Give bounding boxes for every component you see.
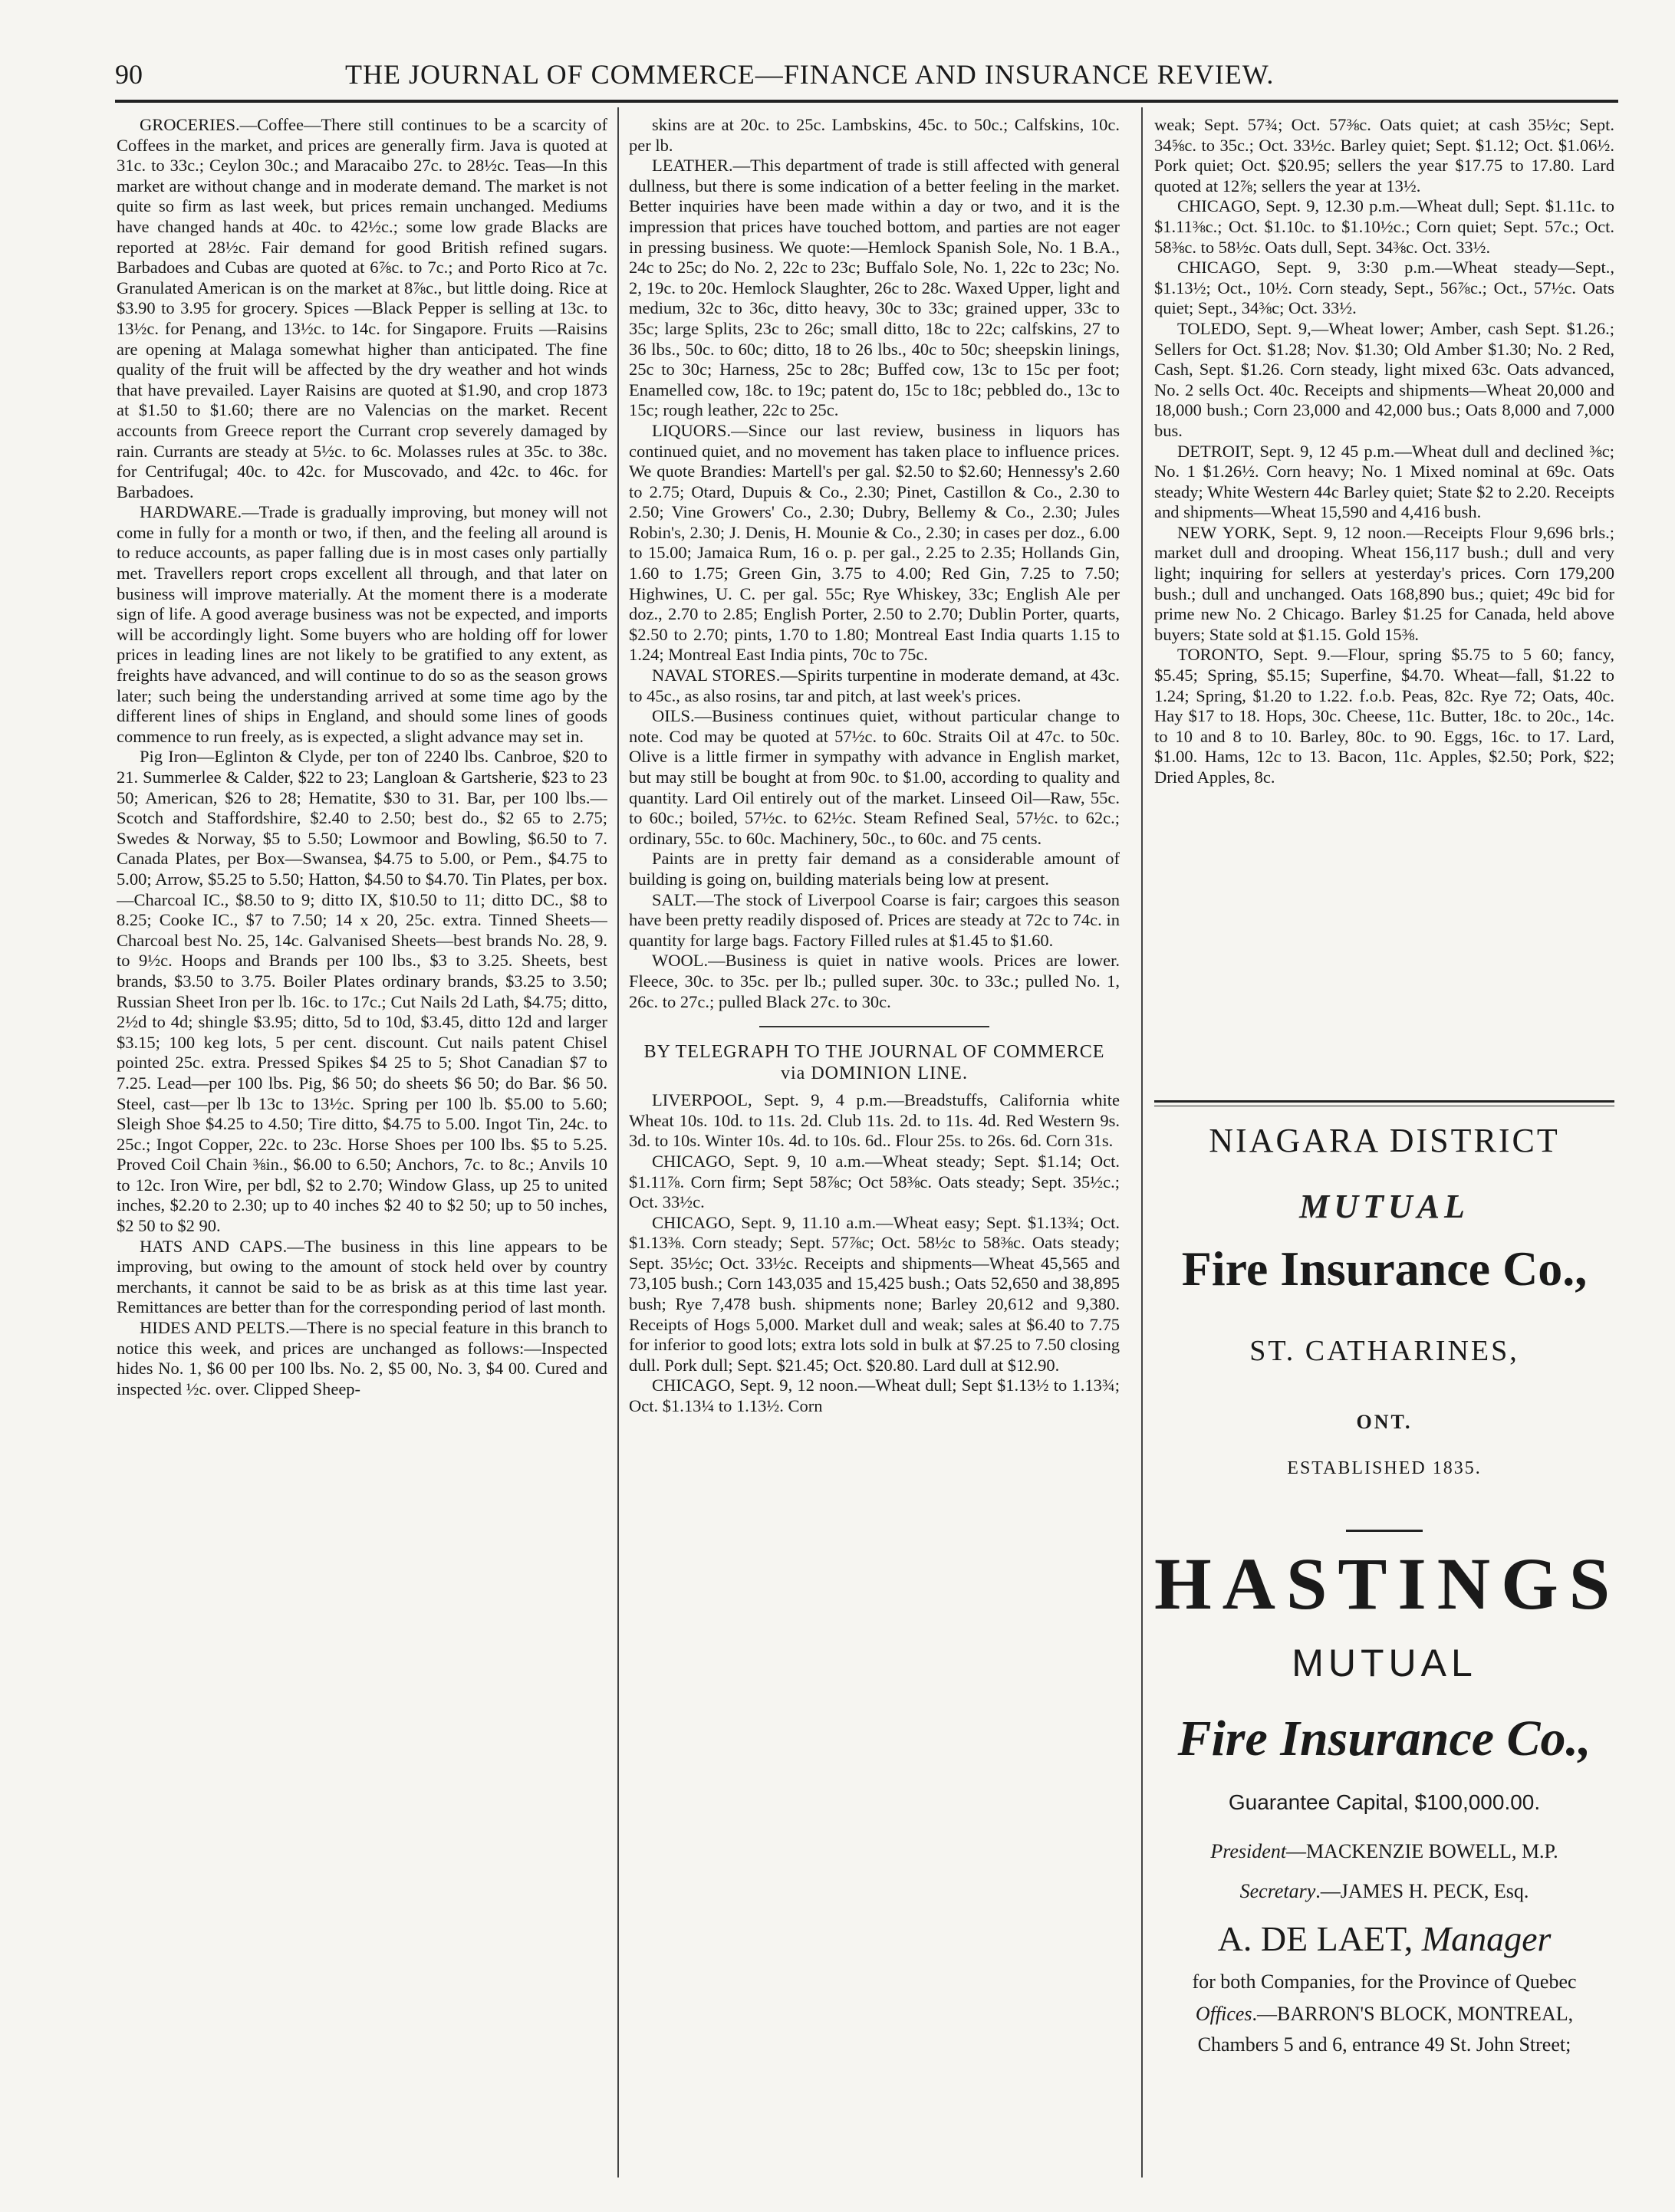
ad-secretary — [1154, 1880, 1614, 1903]
salt-paragraph: SALT.—The stock of Liverpool Coarse is fair; cargoes this season have been pretty readily disposed of. Prices are steady at 72c to 74c. in quantity for large bags. Factory Filled rules at $1.45 to $1.60. — [629, 889, 1120, 950]
ad-mutual-heading: MUTUAL — [1299, 1188, 1469, 1225]
ad-chambers-address: Chambers 5 and 6, entrance 49 St. John Street; — [1197, 2033, 1571, 2056]
groceries-paragraph: GROCERIES.—Coffee—There still continues to be a scarcity of Coffees in the market, and prices are generally firm. Java is quoted at 31c. to 33c.; Ceylon 30c.; and Maracaibo 27c. to 28½c. Teas—In this market are without change and in moderate demand. The market is not quite so firm as last week, but prices remain unchanged. Mediums have changed hands at 40c. to 42½c.; some low grade Blacks are reported at 28½c. Fair demand for good British refined sugars. Barbadoes and Cubas are quoted at 6⅞c. to 7c.; and Porto Rico at 7c. Granulated American is on the market at 8⅞c., but little doing. Rice at $3.90 to 3.95 for grocery. Spices —Black Pepper is selling at 13c. to 13½c. for Penang, and 13½c. to 14c. for Singapore. Fruits —Raisins are opening at Malaga somewhat higher than anticipated. The fine quality of the fruit will be affected by the dry weather and hot winds that have prevailed. Layer Raisins are quoted at $1.90, and crop 1873 at $1.50 to $1.60; there are no Valencias on the market. Recent accounts from Greece report the Currant crop severely damaged by rain. Currants are steady at 5½c. to 6c. Molasses rules at 35c. to 38c. for Centrifugal; 40c. to 42c. for Muscovado, and 42c. to 46c. for Barbadoes. — [117, 115, 607, 501]
ad-hastings-title: HASTINGS — [1154, 1543, 1621, 1625]
ad-president — [1154, 1840, 1614, 1863]
toronto-report: TORONTO, Sept. 9.—Flour, spring $5.75 to 5 60; fancy, $5.45; Spring, $5.15; Superfine, $4.70. Wheat—fall, $1.22 to 1.24; Spring, $1.20 to 1.22. f.o.b. Peas, 82c. Rye 72; Oats, 40c. Hay $17 to 18. Hops, 30c. Cheese, 11c. Butter, 18c. to 20c., 14c. to 10 and 8 to 10. Barley, 80c. to 90. Eggs, 16c. to 17. Lard, $1.00. Hams, 12c to 13. Bacon, 11c. Apples, $2.50; Pork, $22; Dried Apples, 8c. — [1154, 645, 1614, 787]
column-1 — [117, 115, 607, 2177]
new-york-report: NEW YORK, Sept. 9, 12 noon.—Receipts Flour 9,696 brls.; market dull and drooping. Wheat 156,117 bush.; dull and very light; inquiring for sellers at yesterday's prices. Corn 179,200 bush.; dull and unchanged. Oats 168,890 bus.; quiet; 49c bid for prime new No. 2 Chicago. Barley $1.25 for Canada, held above buyers; State sold at $1.15. Gold 15⅜. — [1154, 522, 1614, 644]
insurance-advertisement — [1154, 1104, 1621, 2056]
chicago-1230-report: CHICAGO, Sept. 9, 12.30 p.m.—Wheat dull; Sept. $1.11c. to $1.11⅜c.; Oct. $1.10c. to $1.10½c.; Corn quiet; Sept. 57c.; Oct. 58⅜c. to 58½c. Oats dull, Sept. 34⅜c. Oct. 33½. — [1154, 196, 1614, 257]
ad-offices-address: .—BARRON'S BLOCK, MONTREAL, — [1252, 2003, 1574, 2025]
ad-offices — [1154, 2003, 1614, 2026]
skins-paragraph: skins are at 20c. to 25c. Lambskins, 45c. to 50c.; Calfskins, 10c. per lb. — [629, 115, 1120, 155]
column-3 — [1154, 115, 1614, 1104]
ad-mutual-subtitle: MUTUAL — [1292, 1642, 1477, 1684]
ad-manager-name: A. DE LAET, — [1217, 1919, 1413, 1958]
journal-title: THE JOURNAL OF COMMERCE—FINANCE AND INSURANCE REVIEW. — [345, 59, 1275, 90]
column-rule-1 — [617, 107, 619, 2177]
pig-iron-paragraph: Pig Iron—Eglinton & Clyde, per ton of 2240 lbs. Canbroe, $20 to 21. Summerlee & Calder, $22 to 23; Langloan & Gartsherie, $23 to 23 50; American, $26 to 28; Hematite, $30 to 31. Bar, per 100 lbs.—Scotch and Staffordshire, $2.40 to 2.50; best do., $2 65 to 2.75; Swedes & Norway, $5 to 5.50; Lowmoor and Bowling, $6.50 to 7. Canada Plates, per Box—Swansea, $4.75 to 5.00, or Pem., $4.75 to 5.00; Arrow, $5.25 to 5.50; Hatton, $4.50 to $4.70. Tin Plates, per box.—Charcoal IC., $8.50 to 9; ditto IX, $10.50 to 11; ditto DC., $8 to 8.25; Cooke IC., $7 to 7.50; 14 x 20, 25c. extra. Tinned Sheets—Charcoal best No. 25, 14c. Galvanised Sheets—best brands No. 28, 9. to 9½c. Hoops and Brands per 100 lbs., $3 to 3.25. Sheets, best brands, $3.50 to 3.75. Boiler Plates ordinary brands, $3.25 to 3.50; Russian Sheet Iron per lb. 16c. to 17c.; Cut Nails 2d Lath, $4.75; ditto, 2½d to 4d; shingle $3.95; ditto, 5d to 10d, $3.45, ditto 12d and larger $3.15; 100 keg lots, 5 per cent. discount. Cut nails patent Chisel pointed 25c. extra. Pressed Spikes $4 25 to 5; Shot Canadian $7 to 7.25. Lead—per 100 lbs. Pig, $6 50; do sheets $6 50; do Bar. $6 50. Steel, cast—per lb 13c to 13½c. Spring per 100 lb. $5.00 to 5.60; Sleigh Shoe $4.25 to 4.50; Tire ditto, $4.75 to 5.00. Ingot Tin, 24c. to 25c.; Ingot Copper, 22c. to 23c. Horse Shoes per 100 lbs. $5 to 5.25. Proved Coil Chain ⅜in., $6.00 to 6.50; Anchors, 7c. to 8c.; Anvils 10 to 12c. Iron Wire, per bdl, $2 to 2.70; Window Glass, up 25 to united inches, $2.20 to 2.30; up to 40 inches $2 40 to $2 50; up to 50 inches, $2 50 to $2 90. — [117, 747, 607, 1236]
telegraph-heading: BY TELEGRAPH TO THE JOURNAL OF COMMERCE via DOMINION LINE. — [643, 1042, 1105, 1084]
ad-established: ESTABLISHED 1835. — [1287, 1458, 1482, 1478]
section-separator — [759, 1026, 989, 1027]
detroit-report: DETROIT, Sept. 9, 12 45 p.m.—Wheat dull and declined ⅜c; No. 1 $1.26½. Corn heavy; No. 1 Mixed nominal at 69c. Oats steady; White Western 44c Barley quiet; State $2 to 2.20. Receipts and shipments—Wheat 15,590 and 4,416 bush. — [1154, 441, 1614, 522]
ad-divider — [1346, 1530, 1423, 1532]
ad-companies-note: for both Companies, for the Province of Quebec — [1192, 1970, 1577, 1993]
ad-fire-insurance-title: Fire Insurance Co., — [1181, 1241, 1588, 1296]
oils-paragraph: OILS.—Business continues quiet, without particular change to note. Cod may be quoted at 57½c. to 60c. Straits Oil at 47c. to 50c. Olive is a little firmer in sympathy with advance in English market, but may still be bought at from 90c. to $1.00, according to quality and quantity. Lard Oil entirely out of the market. Linseed Oil—Raw, 55c. to 60c.; boiled, 57½c. to 62½c. Steam Refined Seal, 57½c. to 62c.; ordinary, 55c. to 60c. Machinery, 50c., to 60c. and 75 cents. — [629, 706, 1120, 848]
ad-manager-label: Manager — [1421, 1919, 1552, 1958]
hardware-paragraph: HARDWARE.—Trade is gradually improving, but money will not come in fully for a month or two, if then, and the feeling all around is to reduce accounts, as paper falling due is in most cases only partially met. Travellers report crops excellent all through, and that later on business will improve materially. At the moment there is a moderate sign of life. A good average business was not be expected, and imports will be accordingly light. Some buyers who are holding off for lower prices in leading lines are not likely to be gratified to any extent, as freights have advanced, and will continue to do so as the season grows later; such being the understanding arrived at some time ago by the different lines of ships in England, and should some lines of goods commence to run freely, as is expected, a slight advance may set in. — [117, 502, 607, 746]
column-2 — [629, 115, 1120, 2177]
column-rule-2 — [1141, 107, 1143, 2177]
chicago-noon-report: CHICAGO, Sept. 9, 12 noon.—Wheat dull; Sept $1.13½ to 1.13¾; Oct. $1.13¼ to 1.13½. Corn — [629, 1376, 1120, 1416]
ad-fire-insurance-blackletter: Fire Insurance Co., — [1177, 1711, 1591, 1767]
chicago-10am-report: CHICAGO, Sept. 9, 10 a.m.—Wheat steady; Sept. $1.14; Oct. $1.11⅞. Corn firm; Sept 58⅞c; Oct 58⅜c. Oats steady; Sept. 35½c.; Oct. 33½c. — [629, 1151, 1120, 1212]
header-rule — [115, 100, 1618, 103]
ad-secretary-label: Secretary — [1239, 1880, 1316, 1902]
hides-pelts-paragraph: HIDES AND PELTS.—There is no special feature in this branch to notice this week, and prices are unchanged as follows:—Inspected hides No. 1, $6 00 per 100 lbs. No. 2, $5 00, No. 3, $4 00. Cured and inspected ½c. over. Clipped Sheep- — [117, 1318, 607, 1399]
ad-guarantee-capital: Guarantee Capital, $100,000.00. — [1228, 1790, 1541, 1814]
hats-caps-paragraph: HATS AND CAPS.—The business in this line appears to be improving, but owing to the amount of stock held over by country merchants, it cannot be said to be as brisk as at this time last year. Remittances are better than for the corresponding period of last month. — [117, 1236, 607, 1317]
chicago-330-report: CHICAGO, Sept. 9, 3:30 p.m.—Wheat steady—Sept., $1.13½; Oct., 10½. Corn steady, Sept., 56⅞c.; Oct., 57½c. Oats quiet; Sept., 34⅜c; Oct. 33½. — [1154, 258, 1614, 318]
ad-city: ST. CATHARINES, — [1249, 1335, 1519, 1367]
chicago-1110-report: CHICAGO, Sept. 9, 11.10 a.m.—Wheat easy; Sept. $1.13¾; Oct. $1.13⅜. Corn steady; Sept. 57⅞c; Oct. 58½c to 58⅜c. Oats steady; Sept. 35½c; Oct. 33½c. Receipts and shipments—Wheat 45,565 and 73,105 bush.; Corn 143,035 and 15,425 bush.; Oats 52,650 and 38,895 bush; Rye 7,478 bush. shipments none; Barley 20,612 and 9,380. Receipts of Hogs 5,000. Market dull and weak; sales at $6.40 to 7.75 for inferior to good lots; extra lots sold in bulk at $7.25 to 7.50 closing dull. Pork dull; Sept. $21.45; Oct. $20.80. Lard dull at $12.90. — [629, 1212, 1120, 1375]
paints-paragraph: Paints are in pretty fair demand as a considerable amount of building is going on, building materials being low at present. — [629, 849, 1120, 889]
page-number: 90 — [115, 59, 143, 90]
ad-president-label: President — [1210, 1840, 1287, 1862]
ad-province: ONT. — [1356, 1411, 1413, 1433]
liverpool-report: LIVERPOOL, Sept. 9, 4 p.m.—Breadstuffs, California white Wheat 10s. 10d. to 11s. 2d. Club 11s. 2d. to 11s. 4d. Red Western 9s. 3d. to 10s. Winter 10s. 4d. to 10s. 6d.. Flour 25s. to 26s. 6d. Corn 31s. — [629, 1090, 1120, 1151]
ad-niagara-district: NIAGARA DISTRICT — [1209, 1122, 1560, 1159]
ad-manager — [1154, 1918, 1614, 1959]
ad-offices-label: Offices — [1195, 2003, 1252, 2025]
ad-secretary-name: .—JAMES H. PECK, Esq. — [1315, 1880, 1529, 1902]
ad-president-name: —MACKENZIE BOWELL, M.P. — [1286, 1840, 1558, 1862]
liquors-paragraph: LIQUORS.—Since our last review, business in liquors has continued quiet, and no movement has taken place to influence prices. We quote Brandies: Martell's per gal. $2.50 to $2.60; Hennessy's 2.60 to 2.75; Otard, Dupuis & Co., 2.30; Pinet, Castillon & Co., 2.30 to 2.50; Vine Growers' Co., 2.30; Dubry, Bellemy & Co., 2.30; Jules Robin's, 2.30; J. Denis, H. Mounie & Co., 2.30; in cases per doz., 6.00 to 15.00; Jamaica Rum, 16 o. p. per gal., 2.25 to 2.35; Hollands Gin, 1.60 to 1.75; Green Gin, 3.75 to 4.00; Red Gin, 7.25 to 7.50; Highwines, U. C. per gal. 55c; Rye Whiskey, 33c; English Ale per doz., 2.70 to 2.85; English Porter, 2.50 to 2.70; Dublin Porter, quarts, $2.50 to 2.70; pints, 1.70 to 1.80; Montreal East India quarts 1.15 to 1.24; Montreal East India pints, 70c to 75c. — [629, 420, 1120, 665]
wool-paragraph: WOOL.—Business is quiet in native wools. Prices are lower. Fleece, 30c. to 35c. per lb.; pulled super. 30c. to 33c.; pulled No. 1, 26c. to 27c.; pulled Black 27c. to 30c. — [629, 951, 1120, 1011]
naval-stores-paragraph: NAVAL STORES.—Spirits turpentine in moderate demand, at 43c. to 45c., as also rosins, tar and pitch, at last week's prices. — [629, 666, 1120, 705]
chicago-continued: weak; Sept. 57¾; Oct. 57⅜c. Oats quiet; at cash 35½c; Sept. 34⅝c. to 35c.; Oct. 33½c. Barley quiet; Sept. $1.12; Oct. $1.06½. Pork quiet; Oct. $20.95; sellers the year $17.75 to 17.80. Lard quoted at 12⅞; sellers the year at 13½. — [1154, 115, 1614, 196]
page-header — [115, 54, 1618, 100]
leather-paragraph: LEATHER.—This department of trade is still affected with general dullness, but there is some indication of a better feeling in the market. Better inquiries have been made within a day or two, and it is the impression that prices have touched bottom, and parties are not eager in pressing business. We quote:—Hemlock Spanish Sole, No. 1 B.A., 24c to 25c; do No. 2, 22c to 23c; Buffalo Sole, No. 1, 22c to 23c; No. 2, 19c. to 20c. Hemlock Slaughter, 26c to 28c. Waxed Upper, light and medium, 32c to 36c, ditto heavy, 30c to 33c; grained upper, 33c to 35c; large Splits, 23c to 26c; small ditto, 18c to 22c; calfskins, 27 to 36 lbs., 50c. to 60c; ditto, 18 to 26 lbs., 40c to 50c; sheepskin linings, 25c to 30c; Harness, 25c to 28c; Buffed cow, 13c to 15c per foot; Enamelled cow, 18c. to 19c; patent do, 15c to 18c; pebbled do., 13c to 15c; rough leather, 22c to 25c. — [629, 156, 1120, 420]
toledo-report: TOLEDO, Sept. 9,—Wheat lower; Amber, cash Sept. $1.26.; Sellers for Oct. $1.28; Nov. $1.30; Old Amber $1.30; No. 2 Red, Cash, Sept. $1.26. Corn steady, light mixed 63c. Oats advanced, No. 2 sells Oct. 40c. Receipts and shipments—Wheat 20,000 and 18,000 bush.; Corn 23,000 and 42,000 bus.; Oats 8,000 and 7,000 bus. — [1154, 318, 1614, 440]
